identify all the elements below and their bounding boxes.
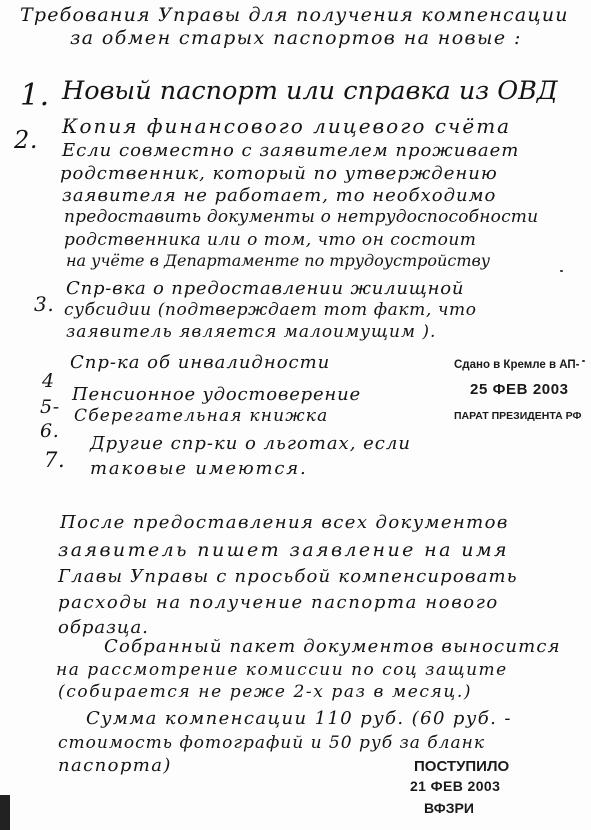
- stamp-received-line-1: ПОСТУПИЛО: [414, 758, 510, 775]
- item-7-line-1: Другие спр-ки о льготах, если: [90, 433, 411, 454]
- item-2-line-3: родственник, который по утверждению: [60, 163, 498, 184]
- item-5-text: Пенсионное удостоверение: [72, 384, 361, 405]
- after-line-3: Главы Управы с просьбой компенсировать: [58, 566, 518, 587]
- scan-speck: [560, 270, 563, 272]
- stamp-received-line-3: ВФЗРИ: [424, 800, 474, 816]
- item-2-line-2: Если совместно с заявителем проживает: [62, 140, 520, 161]
- after-line-2: заявитель пишет заявление на имя: [58, 539, 510, 561]
- item-1-text: Новый паспорт или справка из ОВД: [62, 76, 558, 106]
- after-line-7: на рассмотрение комиссии по соц защите: [56, 660, 508, 680]
- after-line-8: (собирается не реже 2-х раз в месяц.): [58, 682, 473, 702]
- item-4-number: 4: [42, 370, 55, 392]
- item-2-line-4: заявителя не работает, то необходимо: [62, 185, 497, 206]
- stamp-kreml-date: 25 ФЕВ 2003: [470, 381, 569, 398]
- item-2-line-6: родственника или о том, что он состоит: [64, 230, 477, 250]
- item-2-number: 2.: [14, 126, 39, 154]
- scan-edge-mark: [0, 795, 10, 830]
- item-3-number: 3.: [34, 292, 55, 316]
- item-5-number: 5-: [40, 396, 60, 418]
- item-6-number: 6.: [40, 420, 60, 442]
- item-3-line-1: Спр-вка о предоставлении жилищной: [66, 278, 465, 299]
- stamp-received-date: 21 ФЕВ 2003: [410, 778, 501, 794]
- after-line-6: Собранный пакет документов выносится: [104, 636, 561, 657]
- after-line-4: расходы на получение паспорта нового: [58, 592, 499, 613]
- item-2-line-1: Копия финансового лицевого счёта: [62, 114, 512, 138]
- item-3-line-2: субсидии (подтверждает тот факт, что: [64, 300, 477, 320]
- item-2-line-5: предоставить документы о нетрудоспособности: [64, 207, 539, 227]
- item-7-line-2: таковые имеются.: [90, 458, 308, 479]
- after-line-9: Сумма компенсации 110 руб. (60 руб. -: [86, 708, 512, 729]
- item-7-number: 7.: [44, 448, 66, 472]
- document-title-line-1: Требования Управы для получения компенсации: [20, 4, 569, 26]
- stamp-kreml-line-1: Сдано в Кремле в АП-: [454, 359, 580, 371]
- after-line-5: образца.: [58, 617, 149, 638]
- after-line-1: После предоставления всех документов: [60, 512, 509, 533]
- item-6-text: Сберегательная книжка: [74, 406, 329, 426]
- stamp-kreml-line-3: ПАРАТ ПРЕЗИДЕНТА РФ: [454, 410, 582, 422]
- item-1-number: 1.: [20, 78, 50, 113]
- item-3-line-3: заявитель является малоимущим ).: [66, 322, 437, 342]
- item-2-line-7: на учёте в Департаменте по трудоустройству: [66, 251, 491, 270]
- after-line-11: паспорта): [58, 755, 172, 776]
- after-line-10: стоимость фотографий и 50 руб за бланк: [58, 733, 485, 753]
- scan-speck: [582, 360, 585, 362]
- document-title-line-2: за обмен старых паспортов на новые :: [70, 27, 522, 49]
- item-4-text: Спр-ка об инвалидности: [70, 352, 331, 373]
